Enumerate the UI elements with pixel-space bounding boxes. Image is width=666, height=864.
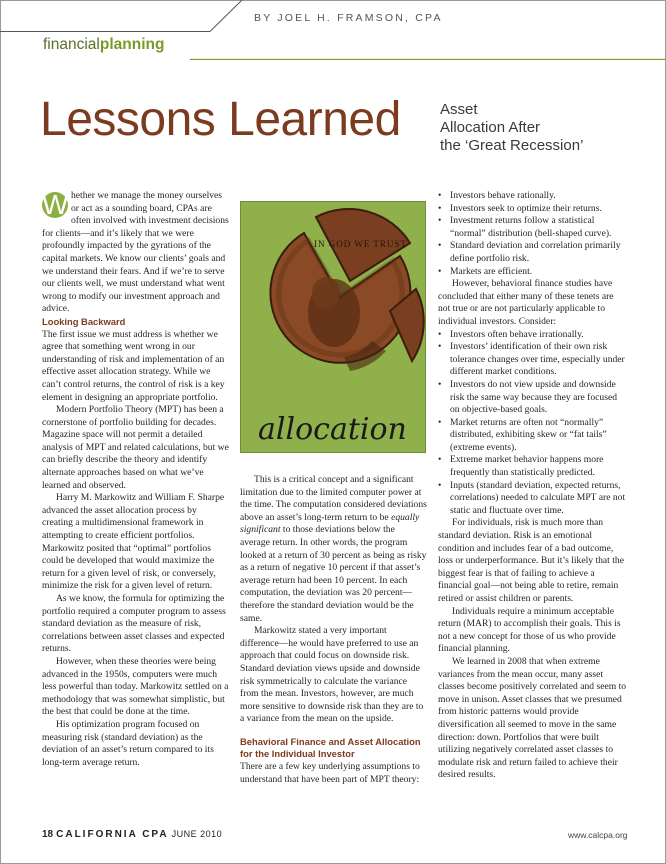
magazine-name: CALIFORNIA CPA [56, 829, 169, 840]
list-item: • Investors behave rationally. [438, 190, 628, 203]
issue-date: JUNE 2010 [171, 829, 223, 839]
list-item: • Investors seek to optimize their returns. [438, 203, 628, 216]
paragraph [240, 474, 427, 625]
subheading-behavioral-finance: Behavioral Finance and Asset Allocation for the Individual Investor [240, 735, 421, 760]
paragraph: There are a few key underlying assumptions to understand that have been part of MPT theory: [240, 761, 420, 785]
paragraph: Harry M. Markowitz and William F. Sharpe advanced the asset allocation process by creating a multidimensional framework in attempting to create efficient portfolios. Markowitz posited that “optimal” portfolios could be developed that would maximize the return for a given level of risk, or conversely, minimize the risk for a given level of return. [42, 492, 225, 592]
author-byline: BY JOEL H. FRAMSON, CPA [254, 12, 443, 24]
article-subtitle [440, 101, 583, 155]
paragraph: As we know, the formula for optimizing the portfolio required a computer program to assess standard deviation as the measure of risk, correlations between asset classes and expected returns. [42, 593, 226, 655]
subtitle-line-1: Asset [440, 101, 478, 118]
text-run: This is a critical concept and a significant limitation due to the limited computer power at the time. The computation considered deviations above an asset’s long-term return to be [240, 474, 427, 523]
penny-pie-illustration [240, 201, 426, 453]
bullet-list-consider [438, 329, 628, 518]
text-run: to those deviations below the average return. In other words, the program looked at a return of 30 percent as being as risky as a return of negative 10 percent if that asset’s average return had been 10 percent. In each computation, the deviation was 20 percent—therefore the standard deviation would be the same. [240, 524, 427, 624]
paragraph: Markowitz stated a very important difference—he would have preferred to use an approach that could focus on downside risk. Standard deviation views upside and downside risk symmetrically to calculate the variance from the mean. Investors, however, are much more sensitive to downside risk than they are to a variance from the mean on the upside. [240, 625, 424, 725]
column-1 [42, 190, 229, 769]
drop-cap: W [42, 189, 69, 220]
paragraph: His optimization program focused on measuring risk (standard deviation) as the deviation of an asset’s return compared to its long-term average return. [42, 718, 214, 768]
list-item: • Investment returns follow a statistical “normal” distribution (bell-shaped curve). [438, 215, 628, 240]
list-item: • Investors often behave irrationally. [438, 329, 628, 342]
subheading-looking-backward: Looking Backward [42, 315, 126, 327]
section-label-part2: planning [99, 36, 165, 53]
list-item: • Extreme market behavior happens more frequently than statistically predicted. [438, 454, 628, 479]
column-2 [240, 474, 427, 786]
paragraph: However, behavioral finance studies have concluded that either many of these tenets are not true or are not particularly applicable to individual investors. Consider: [438, 278, 614, 327]
column-3 [438, 190, 628, 782]
subtitle-line-3: the ‘Great Recession’ [440, 137, 584, 154]
website-url: www.calcpa.org [568, 830, 628, 840]
list-item: • Investors’ identification of their own risk tolerance changes over time, especially under different market conditions. [438, 341, 628, 379]
coin-text: IN GOD WE TRUST [314, 239, 407, 249]
bullet-list-assumptions [438, 190, 628, 278]
paragraph: However, when these theories were being advanced in the 1950s, computers were much less powerful than today. Markowitz settled on a methodology that was somewhat simplistic, but the best that could be done at the time. [42, 655, 229, 718]
subtitle-line-2: Allocation After [440, 119, 541, 136]
article-title: Lessons Learned [40, 93, 401, 146]
emphasis-text: equally significant [240, 511, 420, 536]
paragraph: Modern Portfolio Theory (MPT) has been a cornerstone of portfolio building for decades. Magazine space will not permit a detailed analysis of MPT and related calculations, but we can briefly describe the theory and identify alternate approaches based on what we’ve learned and observed. [42, 404, 229, 491]
list-item: • Standard deviation and correlation primarily define portfolio risk. [438, 240, 628, 265]
caption-word: allocation [258, 412, 407, 447]
list-item: • Inputs (standard deviation, expected returns, correlations) needed to calculate MPT are not static and fluctuate over time. [438, 480, 628, 518]
page-number: 18 [42, 829, 54, 840]
section-label-part1: financial [43, 36, 100, 53]
paragraph: For individuals, risk is much more than standard deviation. Risk is an emotional condition and includes fear of a bad outcome, loss or underperformance. But it’s likely that the biggest fear is that of failing to achieve a financial goal—not being able to retire, remain retired or assist children or parents. [438, 517, 624, 604]
list-item: • Market returns are often not “normally” distributed, exhibiting skew or “fat tails” (extreme events). [438, 417, 628, 455]
paragraph: The first issue we must address is whether we agree that something went wrong in our understanding of risk and implementation of an effective asset allocation strategy. While we can’t control returns, the control of risk is a key element in designing an appropriate portfolio. [42, 328, 225, 403]
footer-folio [42, 829, 222, 840]
paragraph: Individuals require a minimum acceptable return (MAR) to accomplish their goals. This is not a new concept for those of us who provide financial planning. [438, 605, 621, 655]
section-label [43, 36, 164, 54]
list-item: • Markets are efficient. [438, 266, 628, 279]
paragraph: We learned in 2008 that when extreme variances from the mean occur, many asset classes become positively correlated and seem to move in unison. Asset classes that we presumed from historic patterns would provide diversification all seemed to move in the same direction: down. Portfolios that were built utilizing negatively correlated asset classes to modulate risk and return failed to achieve their desired results. [438, 655, 627, 781]
list-item: • Investors do not view upside and downside risk the same way because they are focused on objective-based goals. [438, 379, 628, 417]
intro-paragraph: hether we manage the money ourselves or act as a sounding board, CPAs are often involved with investment decisions for clients—and it’s likely that we were profoundly impacted by the gyrations of the capital markets. We know our clients’ goals and we understand their fears. And if we’re to serve our clients well, we must understand what went wrong to modify our investment approach and advice. [42, 190, 229, 315]
